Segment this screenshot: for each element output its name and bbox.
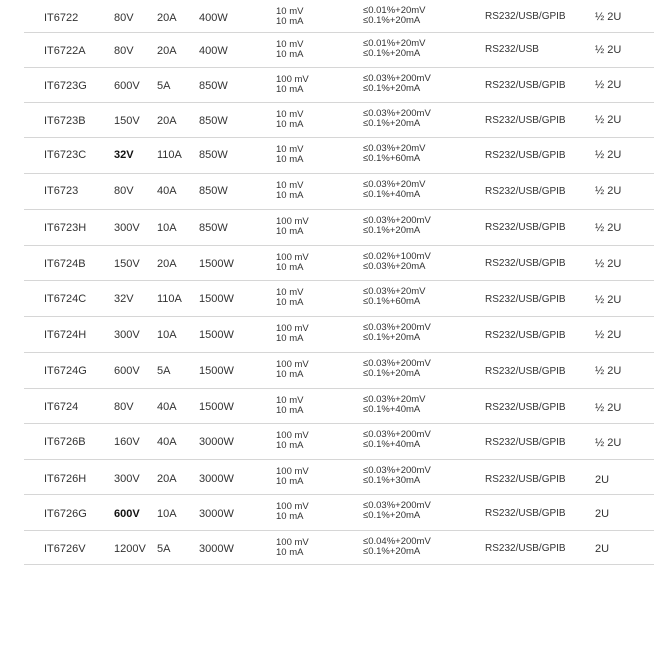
- accuracy-cell: [363, 537, 431, 557]
- resolution-cell: [276, 324, 309, 344]
- resolution-cell: [276, 253, 309, 273]
- current-cell: 5A: [157, 80, 171, 92]
- current-cell: 20A: [157, 115, 177, 127]
- voltage-resolution: 100 mV: [276, 216, 309, 227]
- current-accuracy: ≤0.1%+20mA: [363, 510, 421, 521]
- power-cell: 1500W: [199, 401, 234, 413]
- interface-cell: RS232/USB/GPIB: [485, 366, 566, 377]
- current-cell: 110A: [157, 149, 182, 161]
- current-cell: 20A: [157, 45, 177, 57]
- voltage-resolution: 100 mV: [276, 74, 309, 85]
- power-cell: 3000W: [199, 508, 234, 520]
- voltage-cell: 80V: [114, 45, 134, 57]
- size-cell: ½ 2U: [595, 185, 622, 197]
- model-cell: IT6722A: [44, 45, 86, 57]
- power-cell: 3000W: [199, 436, 234, 448]
- model-cell: IT6723B: [44, 115, 86, 127]
- size-cell: ½ 2U: [595, 294, 622, 306]
- table-row: [24, 460, 654, 495]
- current-cell: 20A: [157, 258, 177, 270]
- current-accuracy: ≤0.1%+40mA: [363, 439, 421, 450]
- voltage-resolution: 10 mV: [276, 144, 304, 155]
- voltage-resolution: 100 mV: [276, 501, 309, 512]
- voltage-cell: 600V: [114, 80, 140, 92]
- table-row: [24, 531, 654, 565]
- interface-cell: RS232/USB/GPIB: [485, 543, 566, 554]
- interface-cell: RS232/USB/GPIB: [485, 402, 566, 413]
- accuracy-cell: [363, 430, 431, 450]
- current-cell: 20A: [157, 12, 177, 24]
- voltage-cell: 300V: [114, 222, 140, 234]
- voltage-accuracy: ≤0.03%+20mV: [363, 179, 426, 190]
- current-resolution: 10 mA: [276, 154, 304, 165]
- voltage-resolution: 10 mV: [276, 180, 304, 191]
- table-row: [24, 424, 654, 460]
- table-row: [24, 281, 654, 317]
- resolution-cell: [276, 396, 303, 416]
- table-row: [24, 103, 654, 138]
- voltage-resolution: 100 mV: [276, 323, 309, 334]
- voltage-cell: 80V: [114, 12, 134, 24]
- current-accuracy: ≤0.1%+30mA: [363, 475, 421, 486]
- voltage-accuracy: ≤0.03%+200mV: [363, 465, 431, 476]
- current-accuracy: ≤0.1%+40mA: [363, 404, 421, 415]
- current-cell: 10A: [157, 329, 177, 341]
- current-cell: 40A: [157, 185, 177, 197]
- voltage-cell: 600V: [114, 365, 140, 377]
- resolution-cell: [276, 145, 303, 165]
- interface-cell: RS232/USB/GPIB: [485, 508, 566, 519]
- voltage-cell: 600V: [114, 508, 140, 520]
- interface-cell: RS232/USB/GPIB: [485, 222, 566, 233]
- power-cell: 850W: [199, 115, 228, 127]
- voltage-cell: 32V: [114, 293, 134, 305]
- voltage-cell: 80V: [114, 185, 134, 197]
- power-cell: 850W: [199, 149, 228, 161]
- interface-cell: RS232/USB/GPIB: [485, 330, 566, 341]
- power-cell: 850W: [199, 80, 228, 92]
- current-resolution: 10 mA: [276, 297, 304, 308]
- power-cell: 1500W: [199, 329, 234, 341]
- current-cell: 10A: [157, 508, 177, 520]
- accuracy-cell: [363, 501, 431, 521]
- current-cell: 40A: [157, 401, 177, 413]
- table-row: [24, 0, 654, 33]
- size-cell: 2U: [595, 543, 610, 555]
- current-resolution: 10 mA: [276, 333, 304, 344]
- model-cell: IT6724G: [44, 365, 87, 377]
- voltage-resolution: 10 mV: [276, 109, 304, 120]
- resolution-cell: [276, 538, 309, 558]
- voltage-accuracy: ≤0.03%+200mV: [363, 358, 431, 369]
- model-cell: IT6724: [44, 401, 79, 413]
- current-accuracy: ≤0.1%+20mA: [363, 332, 421, 343]
- size-cell: 2U: [595, 474, 610, 486]
- current-resolution: 10 mA: [276, 226, 304, 237]
- resolution-cell: [276, 75, 309, 95]
- voltage-cell: 1200V: [114, 543, 146, 555]
- resolution-cell: [276, 431, 309, 451]
- interface-cell: RS232/USB/GPIB: [485, 437, 566, 448]
- power-cell: 400W: [199, 12, 228, 24]
- current-accuracy: ≤0.1%+20mA: [363, 368, 421, 379]
- size-cell: ½ 2U: [595, 222, 622, 234]
- model-cell: IT6726V: [44, 543, 86, 555]
- accuracy-cell: [363, 180, 426, 200]
- voltage-resolution: 100 mV: [276, 430, 309, 441]
- current-resolution: 10 mA: [276, 49, 304, 60]
- voltage-cell: 150V: [114, 258, 140, 270]
- interface-cell: RS232/USB/GPIB: [485, 11, 566, 22]
- current-accuracy: ≤0.1%+60mA: [363, 153, 421, 164]
- size-cell: ½ 2U: [595, 149, 622, 161]
- model-cell: IT6723C: [44, 149, 87, 161]
- voltage-accuracy: ≤0.03%+200mV: [363, 322, 431, 333]
- model-cell: IT6724B: [44, 258, 86, 270]
- table-row: [24, 246, 654, 281]
- voltage-cell: 300V: [114, 329, 140, 341]
- power-cell: 3000W: [199, 473, 234, 485]
- voltage-cell: 32V: [114, 149, 134, 161]
- accuracy-cell: [363, 466, 431, 486]
- current-accuracy: ≤0.1%+20mA: [363, 546, 421, 557]
- current-resolution: 10 mA: [276, 369, 304, 380]
- power-cell: 400W: [199, 45, 228, 57]
- interface-cell: RS232/USB/GPIB: [485, 150, 566, 161]
- current-resolution: 10 mA: [276, 119, 304, 130]
- current-resolution: 10 mA: [276, 405, 304, 416]
- current-accuracy: ≤0.1%+20mA: [363, 15, 421, 26]
- size-cell: ½ 2U: [595, 365, 622, 377]
- size-cell: ½ 2U: [595, 402, 622, 414]
- resolution-cell: [276, 110, 303, 130]
- current-accuracy: ≤0.1%+20mA: [363, 118, 421, 129]
- voltage-accuracy: ≤0.01%+20mV: [363, 5, 426, 16]
- power-cell: 1500W: [199, 293, 234, 305]
- voltage-accuracy: ≤0.03%+200mV: [363, 108, 431, 119]
- table-row: [24, 495, 654, 531]
- model-cell: IT6723H: [44, 222, 87, 234]
- voltage-accuracy: ≤0.03%+200mV: [363, 500, 431, 511]
- size-cell: ½ 2U: [595, 329, 622, 341]
- current-cell: 20A: [157, 473, 177, 485]
- current-accuracy: ≤0.1%+40mA: [363, 189, 421, 200]
- voltage-resolution: 100 mV: [276, 466, 309, 477]
- resolution-cell: [276, 181, 303, 201]
- current-resolution: 10 mA: [276, 16, 304, 27]
- voltage-resolution: 10 mV: [276, 6, 304, 17]
- current-accuracy: ≤0.1%+20mA: [363, 83, 421, 94]
- voltage-resolution: 100 mV: [276, 252, 309, 263]
- voltage-resolution: 100 mV: [276, 537, 309, 548]
- voltage-accuracy: ≤0.02%+100mV: [363, 251, 431, 262]
- interface-cell: RS232/USB/GPIB: [485, 186, 566, 197]
- accuracy-cell: [363, 323, 431, 343]
- size-cell: ½ 2U: [595, 114, 622, 126]
- resolution-cell: [276, 7, 303, 27]
- interface-cell: RS232/USB/GPIB: [485, 115, 566, 126]
- resolution-cell: [276, 288, 303, 308]
- model-cell: IT6726G: [44, 508, 87, 520]
- voltage-cell: 300V: [114, 473, 140, 485]
- model-cell: IT6724C: [44, 293, 87, 305]
- size-cell: ½ 2U: [595, 437, 622, 449]
- voltage-cell: 160V: [114, 436, 140, 448]
- accuracy-cell: [363, 287, 426, 307]
- power-cell: 850W: [199, 222, 228, 234]
- accuracy-cell: [363, 252, 431, 272]
- size-cell: ½ 2U: [595, 44, 622, 56]
- power-cell: 1500W: [199, 258, 234, 270]
- voltage-accuracy: ≤0.01%+20mV: [363, 38, 426, 49]
- resolution-cell: [276, 217, 309, 237]
- voltage-resolution: 10 mV: [276, 39, 304, 50]
- voltage-resolution: 10 mV: [276, 287, 304, 298]
- table-row: [24, 174, 654, 210]
- size-cell: ½ 2U: [595, 258, 622, 270]
- interface-cell: RS232/USB/GPIB: [485, 258, 566, 269]
- accuracy-cell: [363, 359, 431, 379]
- current-cell: 5A: [157, 365, 171, 377]
- model-cell: IT6722: [44, 12, 79, 24]
- voltage-cell: 150V: [114, 115, 140, 127]
- current-resolution: 10 mA: [276, 84, 304, 95]
- accuracy-cell: [363, 109, 431, 129]
- current-resolution: 10 mA: [276, 440, 304, 451]
- interface-cell: RS232/USB/GPIB: [485, 80, 566, 91]
- accuracy-cell: [363, 395, 426, 415]
- voltage-accuracy: ≤0.03%+20mV: [363, 143, 426, 154]
- model-cell: IT6723: [44, 185, 79, 197]
- size-cell: ½ 2U: [595, 79, 622, 91]
- voltage-resolution: 100 mV: [276, 359, 309, 370]
- current-resolution: 10 mA: [276, 547, 304, 558]
- model-cell: IT6724H: [44, 329, 87, 341]
- accuracy-cell: [363, 39, 426, 59]
- current-cell: 5A: [157, 543, 171, 555]
- resolution-cell: [276, 502, 309, 522]
- spec-table: [24, 0, 654, 565]
- current-accuracy: ≤0.1%+60mA: [363, 296, 421, 307]
- table-row: [24, 389, 654, 424]
- model-cell: IT6726H: [44, 473, 87, 485]
- current-cell: 110A: [157, 293, 182, 305]
- current-resolution: 10 mA: [276, 476, 304, 487]
- power-cell: 850W: [199, 185, 228, 197]
- size-cell: 2U: [595, 508, 610, 520]
- current-resolution: 10 mA: [276, 190, 304, 201]
- power-cell: 3000W: [199, 543, 234, 555]
- voltage-cell: 80V: [114, 401, 134, 413]
- voltage-accuracy: ≤0.03%+20mV: [363, 286, 426, 297]
- power-cell: 1500W: [199, 365, 234, 377]
- table-row: [24, 353, 654, 389]
- current-accuracy: ≤0.1%+20mA: [363, 48, 421, 59]
- current-resolution: 10 mA: [276, 511, 304, 522]
- resolution-cell: [276, 467, 309, 487]
- current-cell: 40A: [157, 436, 177, 448]
- voltage-resolution: 10 mV: [276, 395, 304, 406]
- table-row: [24, 210, 654, 246]
- voltage-accuracy: ≤0.03%+20mV: [363, 394, 426, 405]
- current-accuracy: ≤0.1%+20mA: [363, 225, 421, 236]
- accuracy-cell: [363, 144, 426, 164]
- current-resolution: 10 mA: [276, 262, 304, 273]
- table-row: [24, 68, 654, 103]
- interface-cell: RS232/USB: [485, 44, 539, 55]
- table-row: [24, 138, 654, 174]
- resolution-cell: [276, 360, 309, 380]
- model-cell: IT6723G: [44, 80, 87, 92]
- voltage-accuracy: ≤0.04%+200mV: [363, 536, 431, 547]
- size-cell: ½ 2U: [595, 11, 622, 23]
- voltage-accuracy: ≤0.03%+200mV: [363, 215, 431, 226]
- interface-cell: RS232/USB/GPIB: [485, 474, 566, 485]
- voltage-accuracy: ≤0.03%+200mV: [363, 429, 431, 440]
- current-cell: 10A: [157, 222, 177, 234]
- resolution-cell: [276, 40, 303, 60]
- table-row: [24, 317, 654, 353]
- accuracy-cell: [363, 6, 426, 26]
- interface-cell: RS232/USB/GPIB: [485, 294, 566, 305]
- table-row: [24, 33, 654, 68]
- model-cell: IT6726B: [44, 436, 86, 448]
- accuracy-cell: [363, 216, 431, 236]
- current-accuracy: ≤0.03%+20mA: [363, 261, 426, 272]
- accuracy-cell: [363, 74, 431, 94]
- voltage-accuracy: ≤0.03%+200mV: [363, 73, 431, 84]
